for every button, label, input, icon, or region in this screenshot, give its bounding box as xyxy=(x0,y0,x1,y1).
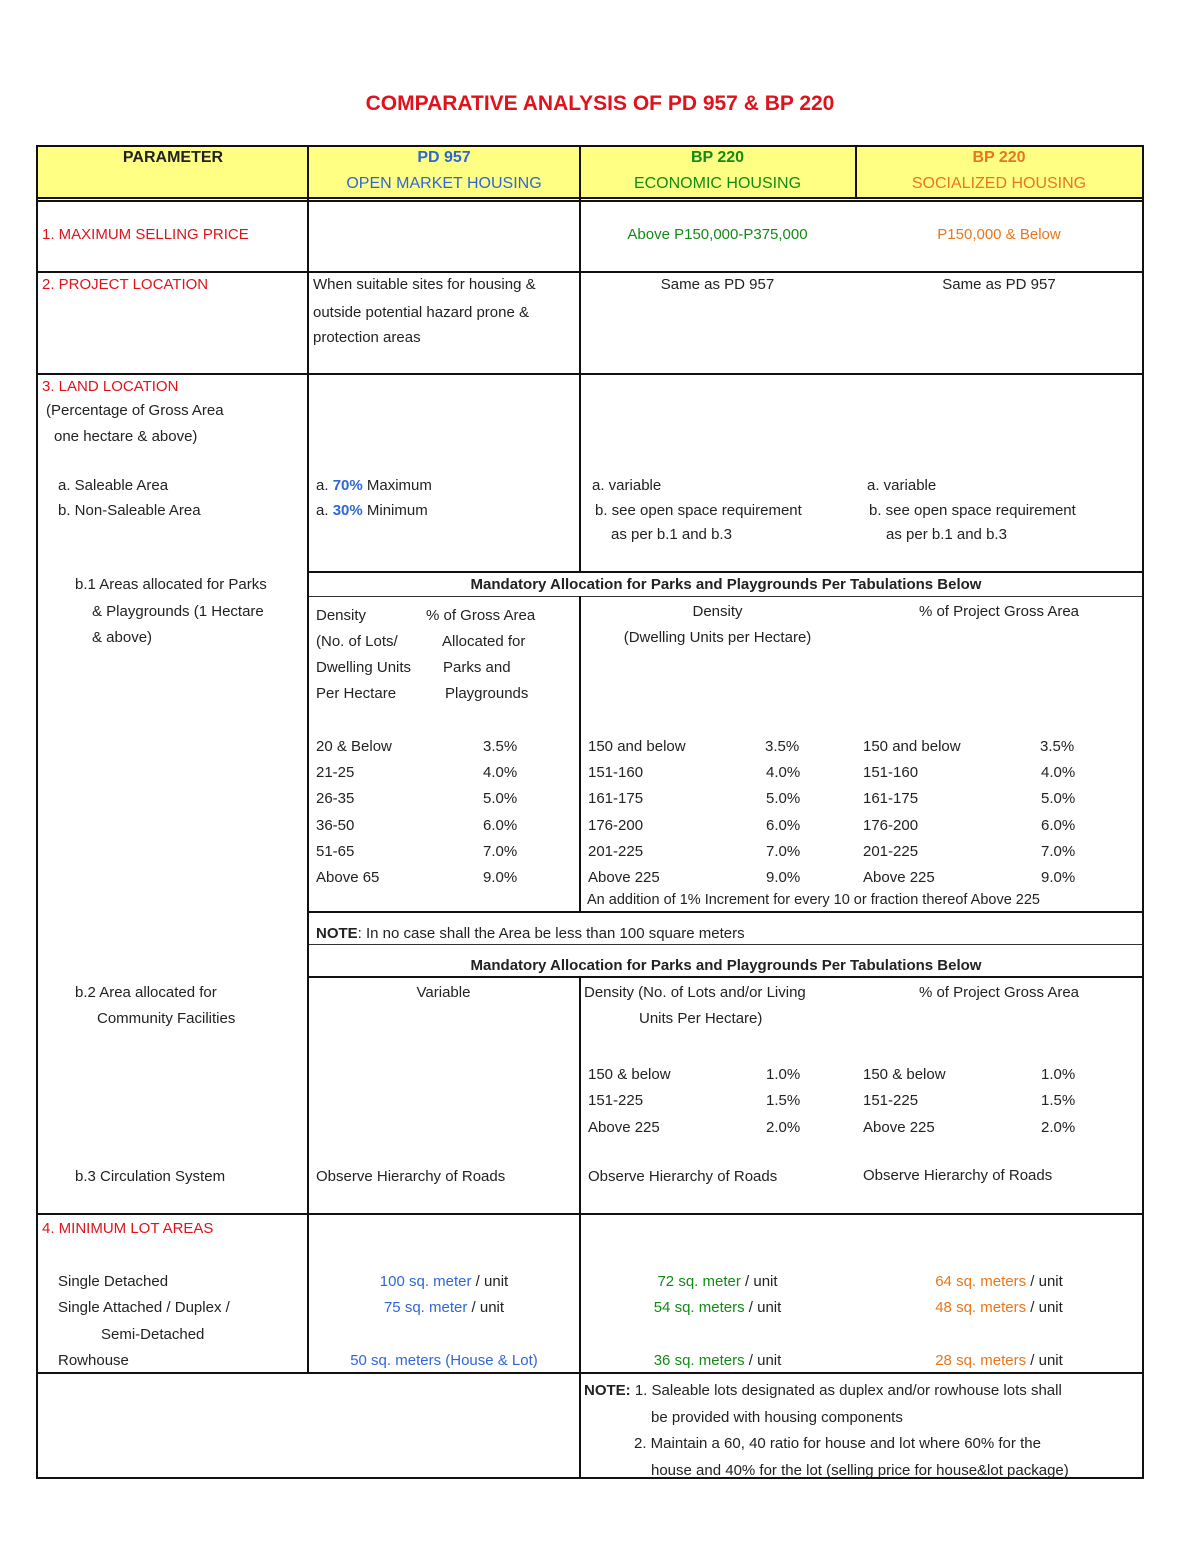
land-soc-nonsaleable-1: b. see open space requirement xyxy=(869,502,1076,519)
parks-label-2: & Playgrounds (1 Hectare xyxy=(92,603,264,620)
parks-bp-density-head: Density xyxy=(692,603,743,620)
table-row: 161-175 5.0% xyxy=(863,790,1076,808)
table-row: Above 225 2.0% xyxy=(588,1118,801,1136)
location-pd-line3: protection areas xyxy=(313,329,421,346)
lots-pd-single: 100 sq. meter / unit xyxy=(379,1273,509,1290)
table-row: 176-200 6.0% xyxy=(588,816,801,834)
lots-attached-label-1: Single Attached / Duplex / xyxy=(58,1299,230,1316)
land-soc-saleable: a. variable xyxy=(867,477,937,494)
parks-increment-note: An addition of 1% Increment for every 10 or fraction thereof Above 225 xyxy=(587,892,1040,908)
table-row: 20 & Below 3.5% xyxy=(316,738,518,755)
community-pd: Variable xyxy=(416,984,471,1001)
location-pd-line2: outside potential hazard prone & xyxy=(313,304,529,321)
table-row: 151-225 1.5% xyxy=(863,1092,1076,1110)
price-economic: Above P150,000-P375,000 xyxy=(627,226,808,243)
table-row: 151-160 4.0% xyxy=(863,764,1076,782)
community-econ-head-2: Units Per Hectare) xyxy=(639,1010,763,1027)
lots-econ-row: 36 sq. meters / unit xyxy=(653,1352,782,1369)
header-parameter: PARAMETER xyxy=(122,149,224,166)
circulation-label: b.3 Circulation System xyxy=(75,1168,226,1185)
lots-soc-attached: 48 sq. meters / unit xyxy=(935,1299,1063,1316)
table-row: 201-225 7.0% xyxy=(863,842,1076,860)
community-soc-head: % of Project Gross Area xyxy=(918,984,1080,1001)
table-row: 36-50 6.0% xyxy=(316,816,518,834)
parks-label-1: b.1 Areas allocated for Parks xyxy=(75,576,267,593)
land-sub1: (Percentage of Gross Area xyxy=(46,402,224,419)
table-row: Above 225 2.0% xyxy=(863,1118,1076,1136)
parks-pd-table xyxy=(316,734,517,891)
header-bp220-socialized-sub: SOCIALIZED HOUSING xyxy=(911,175,1087,192)
lots-soc-single: 64 sq. meters / unit xyxy=(935,1273,1063,1290)
table-row: Above 65 9.0% xyxy=(316,869,518,887)
location-economic: Same as PD 957 xyxy=(660,276,775,293)
land-pd-saleable: a. 70% Maximum xyxy=(316,477,432,494)
table-row: Above 225 9.0% xyxy=(588,869,801,887)
land-nonsaleable-label: b. Non-Saleable Area xyxy=(58,502,201,519)
land-econ-nonsaleable-1: b. see open space requirement xyxy=(595,502,802,519)
final-note: NOTE: 1. Saleable lots designated as duplex and/or rowhouse lots shall be provided with housing components 2. Maintain a 60, 40 ratio for house and lot where 60% for the house and 40% for the lot (selling price for house&lot package) xyxy=(584,1382,1069,1479)
lots-pd-row: 50 sq. meters (House & Lot) xyxy=(350,1352,538,1369)
price-socialized: P150,000 & Below xyxy=(937,226,1061,243)
circulation-pd: Observe Hierarchy of Roads xyxy=(316,1168,506,1185)
community-label-1: b.2 Area allocated for xyxy=(75,984,217,1001)
lots-rowhouse-label: Rowhouse xyxy=(58,1352,129,1369)
header-bp220-economic: BP 220 xyxy=(690,149,745,166)
community-label-2: Community Facilities xyxy=(97,1010,236,1027)
location-socialized: Same as PD 957 xyxy=(942,276,1056,293)
header-pd957-sub: OPEN MARKET HOUSING xyxy=(346,175,542,192)
lots-econ-single: 72 sq. meter / unit xyxy=(657,1273,778,1290)
circulation-soc: Observe Hierarchy of Roads xyxy=(863,1167,1053,1184)
land-pd-nonsaleable: a. 30% Minimum xyxy=(316,502,428,519)
lots-attached-label-2: Semi-Detached xyxy=(101,1326,205,1343)
table-row: 51-65 7.0% xyxy=(316,842,518,860)
community-econ-head-1: Density (No. of Lots and/or Living xyxy=(584,984,806,1001)
header-bp220-socialized: BP 220 xyxy=(972,149,1026,166)
table-row: 151-225 1.5% xyxy=(588,1092,801,1110)
circulation-econ: Observe Hierarchy of Roads xyxy=(588,1168,778,1185)
row-lots-label: 4. MINIMUM LOT AREAS xyxy=(42,1220,214,1237)
table-row: 21-25 4.0% xyxy=(316,764,518,782)
row-location-label: 2. PROJECT LOCATION xyxy=(42,276,209,293)
land-sub2: one hectare & above) xyxy=(54,428,198,445)
land-saleable-label: a. Saleable Area xyxy=(58,477,169,494)
lots-econ-attached: 54 sq. meters / unit xyxy=(653,1299,782,1316)
header-bp220-economic-sub: ECONOMIC HOUSING xyxy=(633,175,802,192)
community-econ-table xyxy=(588,1062,800,1141)
row-price-label: 1. MAXIMUM SELLING PRICE xyxy=(42,226,249,243)
table-row: 150 & below 1.0% xyxy=(588,1066,801,1083)
table-row: 201-225 7.0% xyxy=(588,842,801,860)
table-row: 150 & below 1.0% xyxy=(863,1066,1076,1083)
land-econ-saleable: a. variable xyxy=(592,477,662,494)
header-pd957: PD 957 xyxy=(417,149,471,166)
row-land-label: 3. LAND LOCATION xyxy=(42,378,179,395)
land-econ-nonsaleable-2: as per b.1 and b.3 xyxy=(611,526,732,543)
table-row: 26-35 5.0% xyxy=(316,790,518,808)
lots-single-label: Single Detached xyxy=(58,1273,169,1290)
parks-label-3: & above) xyxy=(92,629,153,646)
parks-bp-density-sub: (Dwelling Units per Hectare) xyxy=(623,629,812,646)
parks-banner: Mandatory Allocation for Parks and Playgrounds Per Tabulations Below xyxy=(470,576,982,593)
location-pd-line1: When suitable sites for housing & xyxy=(313,276,536,293)
community-banner: Mandatory Allocation for Parks and Playgrounds Per Tabulations Below xyxy=(470,957,982,974)
parks-area-note: NOTE: In no case shall the Area be less than 100 square meters xyxy=(316,925,745,942)
parks-bp-pct-head: % of Project Gross Area xyxy=(918,603,1080,620)
table-row: 150 and below 3.5% xyxy=(588,738,800,755)
table-row: 151-160 4.0% xyxy=(588,764,801,782)
table-row: 150 and below 3.5% xyxy=(863,738,1075,755)
table-row: 161-175 5.0% xyxy=(588,790,801,808)
parks-pd-pct-head: % of Gross Area Allocated for Parks and Playgrounds xyxy=(426,607,536,702)
page-title: COMPARATIVE ANALYSIS OF PD 957 & BP 220 xyxy=(365,92,835,115)
land-soc-nonsaleable-2: as per b.1 and b.3 xyxy=(886,526,1007,543)
lots-pd-attached: 75 sq. meter / unit xyxy=(383,1299,505,1316)
table-row: 176-200 6.0% xyxy=(863,816,1076,834)
lots-soc-row: 28 sq. meters / unit xyxy=(935,1352,1063,1369)
parks-econ-table xyxy=(588,734,800,891)
parks-pd-density-head: Density (No. of Lots/ Dwelling Units Per Hectare xyxy=(316,607,412,702)
community-soc-table xyxy=(863,1062,1075,1141)
parks-soc-table xyxy=(863,734,1075,891)
table-row: Above 225 9.0% xyxy=(863,869,1076,887)
